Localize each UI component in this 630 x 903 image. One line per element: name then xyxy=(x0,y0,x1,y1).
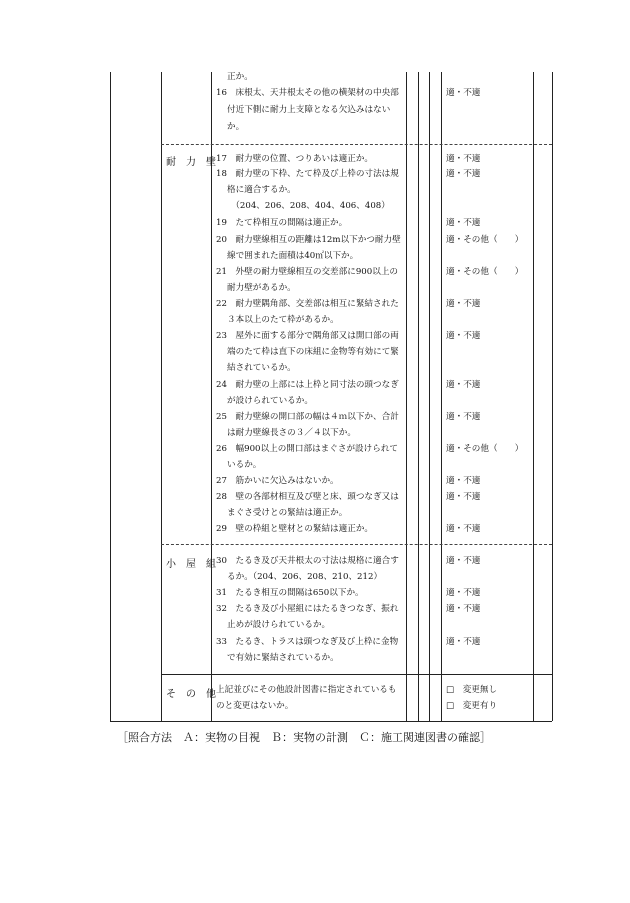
check-item-text: 23 屋外に面する部分で隅角部又は開口部の両 xyxy=(216,331,399,341)
check-item-text: 26 幅900以上の開口部はまぐさが設けられて xyxy=(216,444,399,454)
checkbox-option[interactable]: □ 変更無し xyxy=(446,685,498,695)
check-item-text: 29 壁の枠組と壁材との緊結は適正か。 xyxy=(216,524,374,534)
check-item-text: 28 壁の各部材相互及び壁と床、頭つなぎ又は xyxy=(216,492,399,502)
check-item-text: まぐさ受けとの緊結は適正か。 xyxy=(227,508,348,518)
check-item-text: いるか。 xyxy=(227,460,262,470)
check-result: 適・不適 xyxy=(446,331,481,341)
column-divider xyxy=(533,72,534,721)
column-divider xyxy=(406,72,407,721)
check-item-text: 17 耐力壁の位置、つりあいは適正か。 xyxy=(216,154,374,164)
category-label: そ の 他 xyxy=(166,689,216,700)
check-item-text: 20 耐力壁線相互の距離は12m以下かつ耐力壁 xyxy=(216,235,401,245)
column-divider xyxy=(429,72,430,721)
table-border-left xyxy=(110,72,111,721)
check-item-text: 上記並びにその他設計図書に指定されているも xyxy=(216,685,397,695)
check-item-text: 止めが設けられているか。 xyxy=(227,620,331,630)
check-result: 適・不適 xyxy=(446,169,481,179)
check-item-text: 付近下側に耐力上支障となる欠込みはない xyxy=(227,105,391,115)
checkbox-option[interactable]: □ 変更有り xyxy=(446,701,498,711)
check-item-text: 端のたて枠は直下の床組に金物等有効にて緊 xyxy=(227,347,399,357)
check-item-text: 22 耐力壁隅角部、交差部は相互に緊結された xyxy=(216,299,399,309)
section-divider xyxy=(161,144,552,145)
column-divider xyxy=(211,72,212,721)
table-border-bottom xyxy=(110,721,552,722)
check-result: 適・不適 xyxy=(446,412,481,422)
check-item-text: か。 xyxy=(227,122,245,132)
check-item-text: 31 たるき相互の間隔は650以下か。 xyxy=(216,588,364,598)
check-result: 適・不適 xyxy=(446,588,481,598)
check-item-text: 16 床根太、天井根太その他の横架材の中央部 xyxy=(216,88,399,98)
check-item-text: が設けられているか。 xyxy=(227,396,313,406)
check-item-text: るか。（204、206、208、210、212） xyxy=(227,572,383,582)
check-result: 適・不適 xyxy=(446,492,481,502)
check-result: 適・不適 xyxy=(446,88,481,98)
check-result: 適・不適 xyxy=(446,524,481,534)
check-item-text: ３本以上のたて枠があるか。 xyxy=(227,315,339,325)
check-item-text: 格に適合するか。 xyxy=(227,185,296,195)
check-result: 適・その他（ ） xyxy=(446,235,524,245)
check-item-text: 27 筋かいに欠込みはないか。 xyxy=(216,476,339,486)
category-label: 小 屋 組 xyxy=(166,559,216,570)
check-result: 適・その他（ ） xyxy=(446,444,524,454)
check-result: 適・不適 xyxy=(446,556,481,566)
check-item-text: 32 たるき及び小屋組にはたるきつなぎ、振れ xyxy=(216,604,399,614)
check-item-text: で有効に緊結されているか。 xyxy=(227,653,339,663)
section-divider xyxy=(161,544,552,545)
verification-method-note: ［照合方法 Ａ：実物の目視 Ｂ：実物の計測 Ｃ：施工関連図書の確認］ xyxy=(117,731,491,744)
check-item-text: 耐力壁があるか。 xyxy=(227,283,296,293)
check-result: 適・その他（ ） xyxy=(446,267,524,277)
check-result: 適・不適 xyxy=(446,154,481,164)
check-item-text: 33 たるき、トラスは頭つなぎ及び上枠に金物 xyxy=(216,637,399,647)
check-item-text: 25 耐力壁線の開口部の幅は４ｍ以下か、合計 xyxy=(216,412,399,422)
check-result: 適・不適 xyxy=(446,476,481,486)
check-item-text: のと変更はないか。 xyxy=(216,701,294,711)
column-divider xyxy=(418,72,419,721)
column-divider xyxy=(441,72,442,721)
check-item-text: 結されているか。 xyxy=(227,363,296,373)
check-item-text: （204、206、208、404、406、408） xyxy=(227,201,390,211)
check-result: 適・不適 xyxy=(446,604,481,614)
check-result: 適・不適 xyxy=(446,637,481,647)
category-label: 耐 力 壁 xyxy=(166,157,216,168)
column-divider xyxy=(161,72,162,721)
check-item-text: 正か。 xyxy=(227,72,253,82)
check-item-text: 19 たて枠相互の間隔は適正か。 xyxy=(216,218,348,228)
check-item-text: 24 耐力壁の上部には上枠と同寸法の頭つなぎ xyxy=(216,380,399,390)
check-result: 適・不適 xyxy=(446,380,481,390)
check-result: 適・不適 xyxy=(446,218,481,228)
check-item-text: 30 たるき及び天井根太の寸法は規格に適合す xyxy=(216,556,399,566)
check-item-text: 18 耐力壁の下枠、たて枠及び上枠の寸法は規 xyxy=(216,169,399,179)
table-border-right xyxy=(552,72,553,721)
check-result: 適・不適 xyxy=(446,299,481,309)
check-item-text: 線で囲まれた面積は40㎡以下か。 xyxy=(227,251,359,261)
section-divider xyxy=(161,674,552,675)
check-item-text: は耐力壁線長さの３／４以下か。 xyxy=(227,428,356,438)
check-item-text: 21 外壁の耐力壁線相互の交差部に900以上の xyxy=(216,267,399,277)
